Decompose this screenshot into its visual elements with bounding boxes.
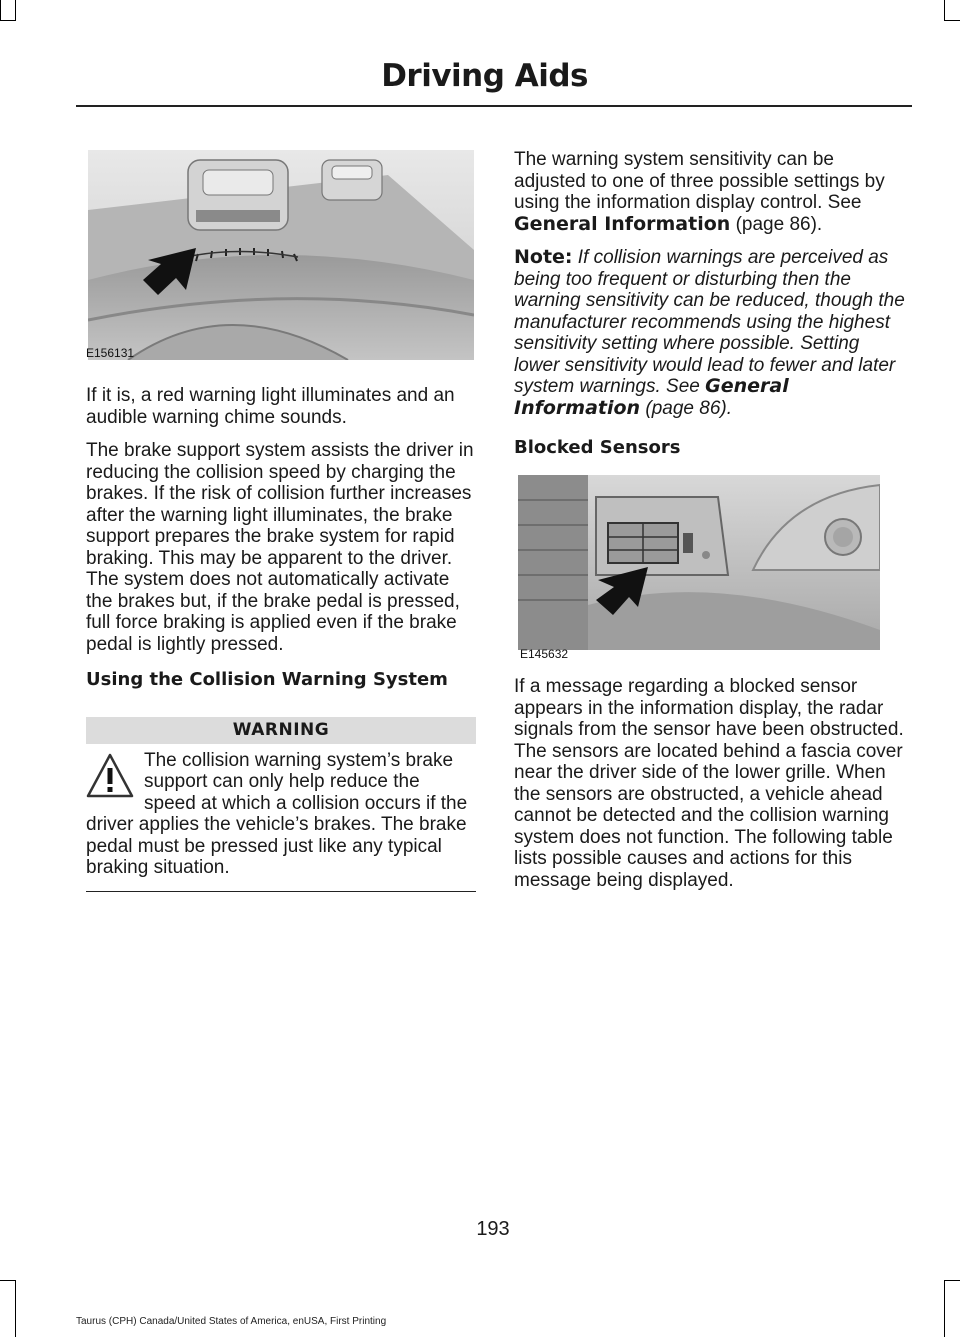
cross-reference-link[interactable]: General Information: [514, 212, 731, 235]
left-column: [86, 385, 476, 892]
paragraph: If it is, a red warning light illuminates and an audible warning chime sounds.: [86, 385, 455, 428]
section-heading: Using the Collision Warning System: [86, 669, 448, 690]
header-divider: [76, 105, 912, 107]
figure-collision-warning-light: [88, 150, 474, 360]
dashboard-illustration: [88, 150, 474, 360]
note-text: If collision warnings are perceived as being too frequent or disturbing then the warning sensitivity can be reduced, though the manufacturer recommends using the highest sensitivity setting where possible. Setting lower sensitivity would lead to fewer and later system warnings. See: [514, 247, 905, 397]
page-number: 193: [476, 1218, 510, 1240]
crop-mark: [15, 1280, 16, 1337]
section-heading: Blocked Sensors: [514, 437, 681, 458]
crop-mark: [944, 20, 960, 21]
right-column-lower: [514, 676, 908, 903]
right-column: [514, 149, 908, 473]
page-reference: (page 86).: [640, 397, 732, 419]
crop-mark: [15, 0, 16, 20]
cross-reference-link[interactable]: General Information: [514, 375, 789, 419]
crop-mark: [944, 1280, 945, 1337]
crop-mark: [0, 20, 16, 21]
note: [514, 247, 908, 419]
crop-mark: [0, 1280, 16, 1281]
paragraph: [514, 149, 908, 235]
crop-mark: [944, 0, 945, 20]
paragraph: The brake support system assists the driver in reducing the collision speed by charging the brakes. If the risk of collision further increases after the warning light illuminates, the brake support prepares the brake system for rapid braking. This may be apparent to the driver. The system does not automatically activate the brakes but, if the brake pedal is pressed, full force braking is applied even if the brake pedal is lightly pressed.: [86, 440, 474, 655]
crop-mark: [0, 0, 1, 20]
warning-text: The collision warning system’s brake support can only help reduce the speed at which a collision occurs if the driver applies the vehicle’s brakes. The brake pedal must be pressed just like any typical braking situation.: [86, 749, 468, 878]
figure-id: E156131: [86, 346, 135, 360]
crop-mark: [944, 1280, 960, 1281]
page-title: Driving Aids: [381, 58, 588, 94]
grille-sensor-illustration: [518, 475, 880, 650]
paragraph-text: The warning system sensitivity can be adjusted to one of three possible settings by using the information display control. See: [514, 149, 885, 213]
warning-triangle-icon: [86, 752, 134, 800]
note-label: Note:: [514, 246, 573, 268]
paragraph: If a message regarding a blocked sensor appears in the information display, the radar signals from the sensor have been obstructed. The sensors are located behind a fascia cover near the driver side of the lower grille. When the sensors are obstructed, a vehicle ahead cannot be detected and the collision warning system does not function. The following table lists possible causes and actions for this message being displayed.: [514, 676, 904, 891]
warning-title: WARNING: [86, 717, 476, 744]
figure-blocked-sensor: [518, 475, 880, 650]
warning-box: [86, 717, 476, 893]
warning-divider: [86, 891, 476, 893]
footer-text: Taurus (CPH) Canada/United States of America, enUSA, First Printing: [76, 1316, 387, 1327]
figure-id: E145632: [520, 647, 569, 661]
page-reference: (page 86).: [730, 213, 823, 235]
